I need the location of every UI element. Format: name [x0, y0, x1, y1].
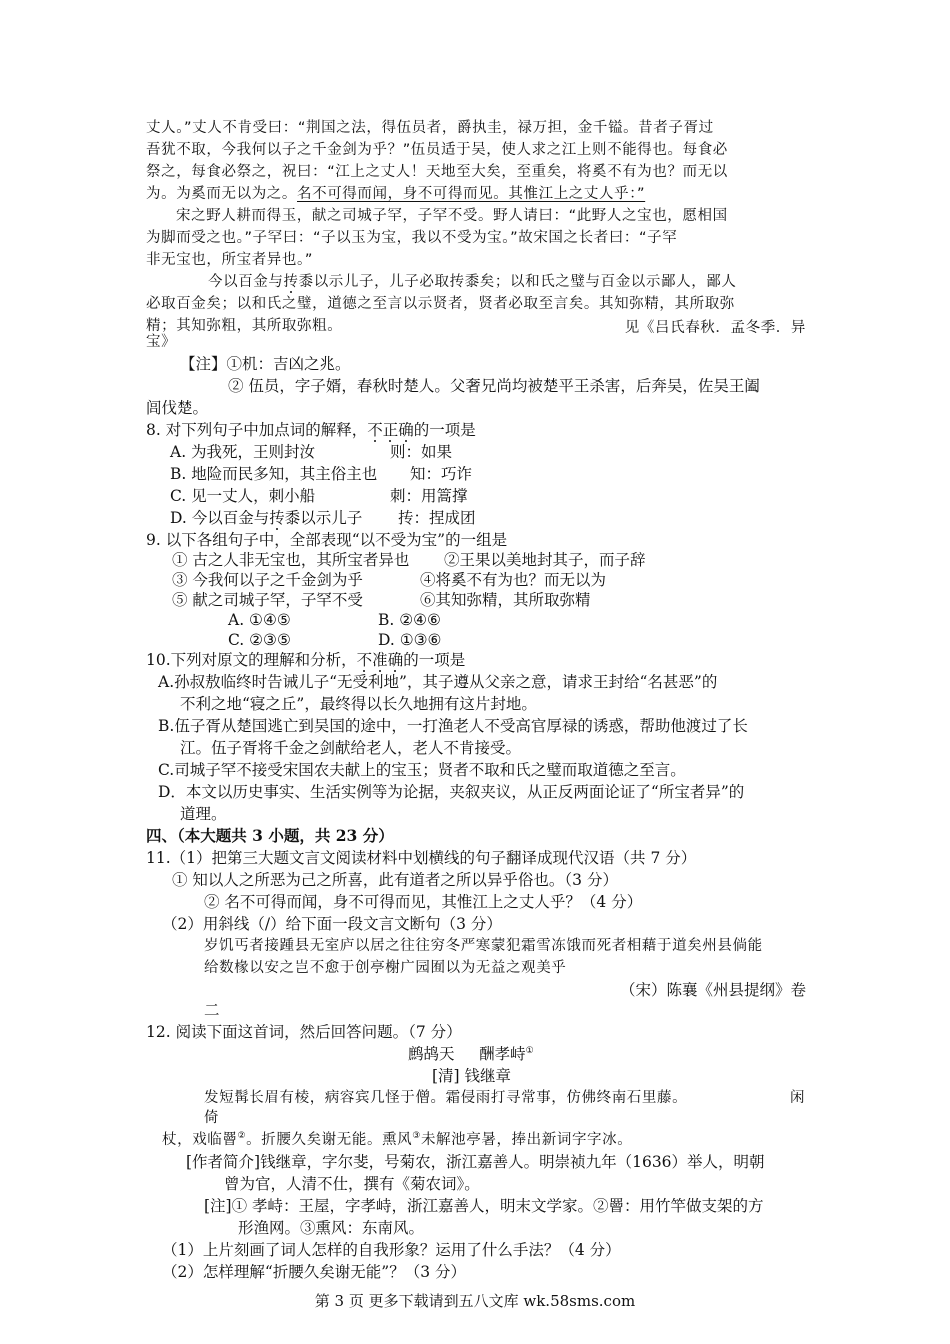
q11-punctuation-text-cont: 给数椽以安之岂不愈于创亭榭广园囿以为无益之观美乎 — [204, 960, 567, 976]
q8-option-a: A. 为我死，王则封汝 — [170, 443, 316, 461]
q11-punctuation-text: 岁饥丐者接踵县无室庐以居之往往穷冬严寒蒙犯霜雪冻饿而死者相藉于道矣州县倘能 — [204, 938, 763, 954]
q9-option-d: D. ①③⑥ — [378, 631, 442, 649]
poem-line: 发短髯长眉有棱，病容宾几怪于僧。霜侵雨打寻常事，仿佛终南石里藤。 — [204, 1090, 688, 1106]
q8-stem-text: 8. 对下列句子中加点词的解释， — [146, 421, 368, 439]
q9-item-4: ④将奚不有为也？而无以为 — [420, 571, 607, 589]
author-bio: [作者简介]钱继章，字尔斐，号菊农，浙江嘉善人。明崇祯九年（1636）举人，明朝 — [186, 1153, 765, 1171]
note-1: 【注】①机：吉凶之兆。 — [180, 355, 351, 373]
q9-item-2: ②王果以美地封其子，而子辞 — [444, 551, 646, 569]
q10-stem-text: 的一项是 — [403, 651, 466, 669]
passage-line: 精；其知弥粗，其所取弥粗。 — [146, 318, 343, 334]
passage-line: 宋之野人耕而得玉，献之司城子罕，子罕不受。野人请曰：“此野人之宝也，愿相国 — [176, 208, 728, 224]
dotted-word: 抟 — [269, 509, 285, 527]
poem-line-tail: 闲 — [790, 1090, 806, 1106]
dotted-word: 准 — [372, 651, 388, 669]
note-2: ② 伍员，字子婿，春秋时楚人。父奢兄尚均被楚平王杀害，后奔吴，佐吴王阖 — [228, 377, 760, 395]
q10-stem-text: 10.下列对原文的理解和分析， — [146, 651, 357, 669]
q11-source: （宋）陈襄《州县提纲》卷 — [619, 981, 806, 999]
poem-subtitle: 酬孝峙 — [479, 1045, 526, 1063]
q9-item-3: ③ 今我何以子之千金剑为乎 — [172, 571, 363, 589]
footnote-marker: ② — [237, 1131, 247, 1142]
passage-line: 祭之，每食必祭之，祝曰：“江上之丈人！天地至大矣，至重矣，将奚不有为也？而无以 — [146, 164, 728, 180]
footnote-marker: ① — [525, 1045, 534, 1056]
poem-text: 。折腰久矣谢无能。熏风 — [246, 1132, 413, 1148]
q10-option-d-cont: 道理。 — [180, 805, 227, 823]
passage-line: 必取百金矣；以和氏之璧，道德之至言以示贤者，贤者必取至言矣。其知弥精，其所取弥 — [146, 296, 735, 312]
q9-item-5: ⑤ 献之司城子罕，子罕不受 — [172, 591, 363, 609]
dotted-word: 抟 — [283, 274, 299, 290]
q11-sentence-1: ① 知以人之所恶为己之所喜，此有道者之所以异乎俗也。（3 分） — [172, 871, 618, 889]
q9-item-6: ⑥其知弥精，其所取弥精 — [420, 591, 591, 609]
note-2-cont: 闾伐楚。 — [146, 399, 209, 417]
poem-author: [清] 钱继章 — [432, 1067, 512, 1085]
q10-stem — [146, 649, 465, 671]
q11-part-2: （2）用斜线（/）给下面一段文言文断句（3 分） — [162, 915, 502, 933]
page-footer: 第 3 页 更多下载请到五八文库 wk.58sms.com — [314, 1292, 636, 1310]
q11-sentence-2: ② 名不可得而闻，身不可得而见，其惟江上之丈人乎？（4 分） — [204, 893, 643, 911]
q8-option-d-gloss: 抟：捏成团 — [398, 509, 476, 527]
source-citation-cont: 宝》 — [146, 334, 177, 350]
q8-option-a-gloss: 则：如果 — [390, 443, 453, 461]
passage-line — [208, 271, 737, 293]
q8-option-c-gloss: 刺：用篙撑 — [390, 487, 468, 505]
q12-ask-2: （2）怎样理解“折腰久矣谢无能”？（3 分） — [162, 1263, 466, 1281]
q8-option-b: B. 地险而民多知，其主俗主也 — [170, 465, 378, 483]
q10-option-c: C.司城子罕不接受宋国农夫献上的宝玉；贤者不取和氏之璧而取道德之至言。 — [158, 761, 686, 779]
passage-line: 为脚而受之也。”子罕曰：“子以玉为宝，我以不受为宝。”故宋国之长者曰：“子罕 — [146, 230, 678, 246]
q11-stem: 11.（1）把第三大题文言文阅读材料中划横线的句子翻译成现代汉语（共 7 分） — [146, 849, 697, 867]
q9-option-b: B. ②④⑥ — [378, 611, 441, 629]
poem-notes-cont: 形渔网。③熏风：东南风。 — [238, 1219, 425, 1237]
q10-option-d: D．本文以历史事实、生活实例等为论据，夹叙夹议，从正反两面论证了“所宝者异”的 — [158, 783, 745, 801]
q8-option-b-gloss: 知：巧诈 — [410, 465, 473, 483]
q12-stem: 12. 阅读下面这首词，然后回答问题。（7 分） — [146, 1023, 462, 1041]
q10-option-b-cont: 江。伍子胥将千金之剑献给老人，老人不肯接受。 — [180, 739, 522, 757]
passage-line: 丈人。”丈人不肯受曰：“荆国之法，得伍员者，爵执圭，禄万担，金千镒。昔者子胥过 — [146, 120, 714, 136]
author-bio-cont: 曾为官，人清不仕，撰有《菊农词》。 — [224, 1175, 480, 1193]
poem-line — [162, 1129, 632, 1151]
q8-option-text: D. 今以百金与 — [170, 509, 270, 527]
dotted-word: 确 — [398, 421, 414, 439]
footnote-marker: ③ — [412, 1131, 421, 1142]
passage-line: 吾犹不取，今我何以子之千金剑为乎？”伍员适于吴，使人求之江上则不能得也。每食必 — [146, 142, 728, 158]
poem-title — [408, 1043, 534, 1065]
section-heading: 四、（本大题共 3 小题，共 23 分） — [146, 826, 394, 845]
poem-text: 未解池亭暑，捧出新词字字冰。 — [420, 1132, 633, 1148]
passage-text: 为。为奚而无以为之。 — [146, 186, 297, 202]
q8-option-text: 黍以示儿子 — [284, 509, 363, 527]
poem-notes: [注]① 孝峙：王屋，字孝峙，浙江嘉善人，明末文学家。②罾：用竹竿做支架的方 — [204, 1197, 764, 1215]
dotted-word: 确 — [387, 651, 404, 669]
q9-item-1: ① 古之人非无宝也，其所宝者异也 — [172, 551, 410, 569]
passage-text: 今以百金与 — [208, 274, 284, 290]
q10-option-a-cont: 不利之地“寝之丘”，最终得以长久地拥有这片封地。 — [180, 695, 537, 713]
q10-option-a: A.孙叔敖临终时告诫儿子“无受利地”，其子遵从父亲之意，请求王封给“名甚恶”的 — [158, 673, 718, 691]
source-citation: 见《吕氏春秋．孟冬季．异 — [624, 320, 806, 336]
poem-line-cont: 倚 — [204, 1110, 220, 1126]
q12-ask-1: （1）上片刻画了词人怎样的自我形象？运用了什么手法？（4 分） — [162, 1241, 621, 1259]
passage-text: 黍以示儿子，儿子必取抟黍矣；以和氏之璧与百金以示鄙人，鄙人 — [298, 274, 737, 290]
q10-option-b: B.伍子胥从楚国逃亡到吴国的途中，一打渔老人不受高官厚禄的诱惑，帮助他渡过了长 — [158, 717, 748, 735]
passage-line — [146, 183, 645, 205]
poem-title-text: 鹧鸪天 — [408, 1045, 455, 1063]
q9-option-a: A. ①④⑤ — [228, 611, 291, 629]
q9-option-c: C. ②③⑤ — [228, 631, 291, 649]
q9-stem: 9. 以下各组句子中，全部表现“以不受为宝”的一组是 — [146, 531, 508, 549]
passage-line: 非无宝也，所宝者异也。” — [146, 252, 313, 268]
poem-text: 杖，戏临罾 — [162, 1132, 238, 1148]
q8-stem — [146, 419, 476, 441]
underlined-sentence: 名不可得而闻，身不可得而见。其惟江上之丈人乎：” — [297, 186, 646, 202]
q11-source-cont: 二 — [204, 1001, 220, 1019]
q8-stem-text: 的一项是 — [413, 421, 476, 439]
q8-option-c: C. 见一丈人，刺小船 — [170, 487, 316, 505]
q8-option-d — [170, 507, 362, 529]
dotted-word: 不 — [367, 421, 383, 439]
dotted-word: 不 — [356, 651, 373, 669]
dotted-word: 正 — [382, 421, 399, 439]
